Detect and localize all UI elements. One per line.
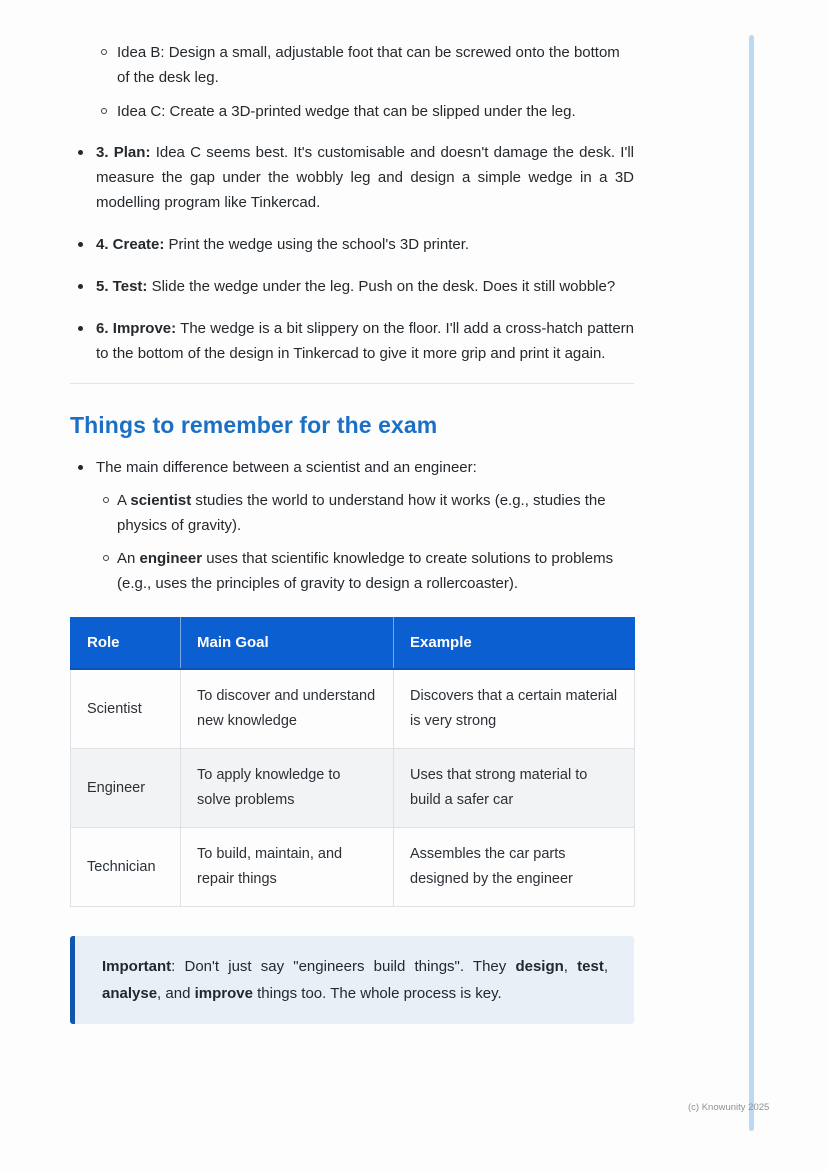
circle-bullet-icon [101,108,107,114]
list-item-text: A scientist studies the world to understand how it works (e.g., studies the physics of gravity). [117,492,606,534]
table-header-cell: Example [394,617,635,669]
bullet-icon [78,465,83,470]
table-row [71,749,635,828]
list-item [70,316,634,366]
roles-table [70,617,635,907]
table-header-cell: Role [71,617,181,669]
exam-notes-list [70,455,634,596]
table-cell: Engineer [71,749,181,828]
bullet-icon [78,326,83,331]
process-steps-list [70,140,634,366]
list-item-text: 4. Create: Print the wedge using the school's 3D printer. [96,236,470,253]
circle-bullet-icon [103,555,109,561]
table-cell: Discovers that a certain material is very strong [394,669,635,749]
table-cell: To apply knowledge to solve problems [181,749,394,828]
table-header-row [71,617,635,669]
list-item [70,455,634,596]
table-row [71,828,635,907]
bullet-icon [78,150,83,155]
list-item [70,99,634,124]
table-cell: Scientist [71,669,181,749]
table-cell: Uses that strong material to build a safer car [394,749,635,828]
circle-bullet-icon [101,49,107,55]
table-header-cell: Main Goal [181,617,394,669]
important-callout: Important: Don't just say "engineers build things". They design, test, analyse, and improve things too. The whole process is key. [70,936,634,1024]
bullet-icon [78,242,83,247]
list-item [96,488,634,538]
table-cell: Technician [71,828,181,907]
table-cell: To build, maintain, and repair things [181,828,394,907]
list-item [70,232,634,257]
table-body [71,669,635,907]
list-item-text: 3. Plan: Idea C seems best. It's customisable and doesn't damage the desk. I'll measure the gap under the wobbly leg and design a simple wedge in a 3D modelling program like Tinkercad. [96,144,634,211]
idea-sublist [70,40,634,124]
list-item [70,274,634,299]
document-content [70,40,634,1024]
section-divider [70,383,634,384]
list-item [70,40,634,90]
list-item [96,546,634,596]
list-item-text: 6. Improve: The wedge is a bit slippery on the floor. I'll add a cross-hatch pattern to the bottom of the design in Tinkercad to give it more grip and print it again. [96,320,634,362]
list-item-text: Idea B: Design a small, adjustable foot that can be screwed onto the bottom of the desk leg. [117,44,620,86]
list-item-text: 5. Test: Slide the wedge under the leg. Push on the desk. Does it still wobble? [96,278,616,295]
list-item-text: An engineer uses that scientific knowledge to create solutions to problems (e.g., uses the principles of gravity to design a rollercoaster). [117,550,614,592]
exam-sublist [96,488,634,596]
section-heading: Things to remember for the exam [70,412,438,438]
table-cell: To discover and understand new knowledge [181,669,394,749]
scrollbar-thumb[interactable] [749,35,754,1131]
table-row [71,669,635,749]
circle-bullet-icon [103,497,109,503]
bullet-icon [78,284,83,289]
list-item-body [96,455,634,596]
list-item [70,140,634,215]
list-item-text: Idea C: Create a 3D-printed wedge that can be slipped under the leg. [117,103,576,120]
copyright-watermark: (c) Knowunity 2025 [688,1102,770,1113]
table-cell: Assembles the car parts designed by the engineer [394,828,635,907]
list-item-text: The main difference between a scientist and an engineer: [96,459,477,476]
